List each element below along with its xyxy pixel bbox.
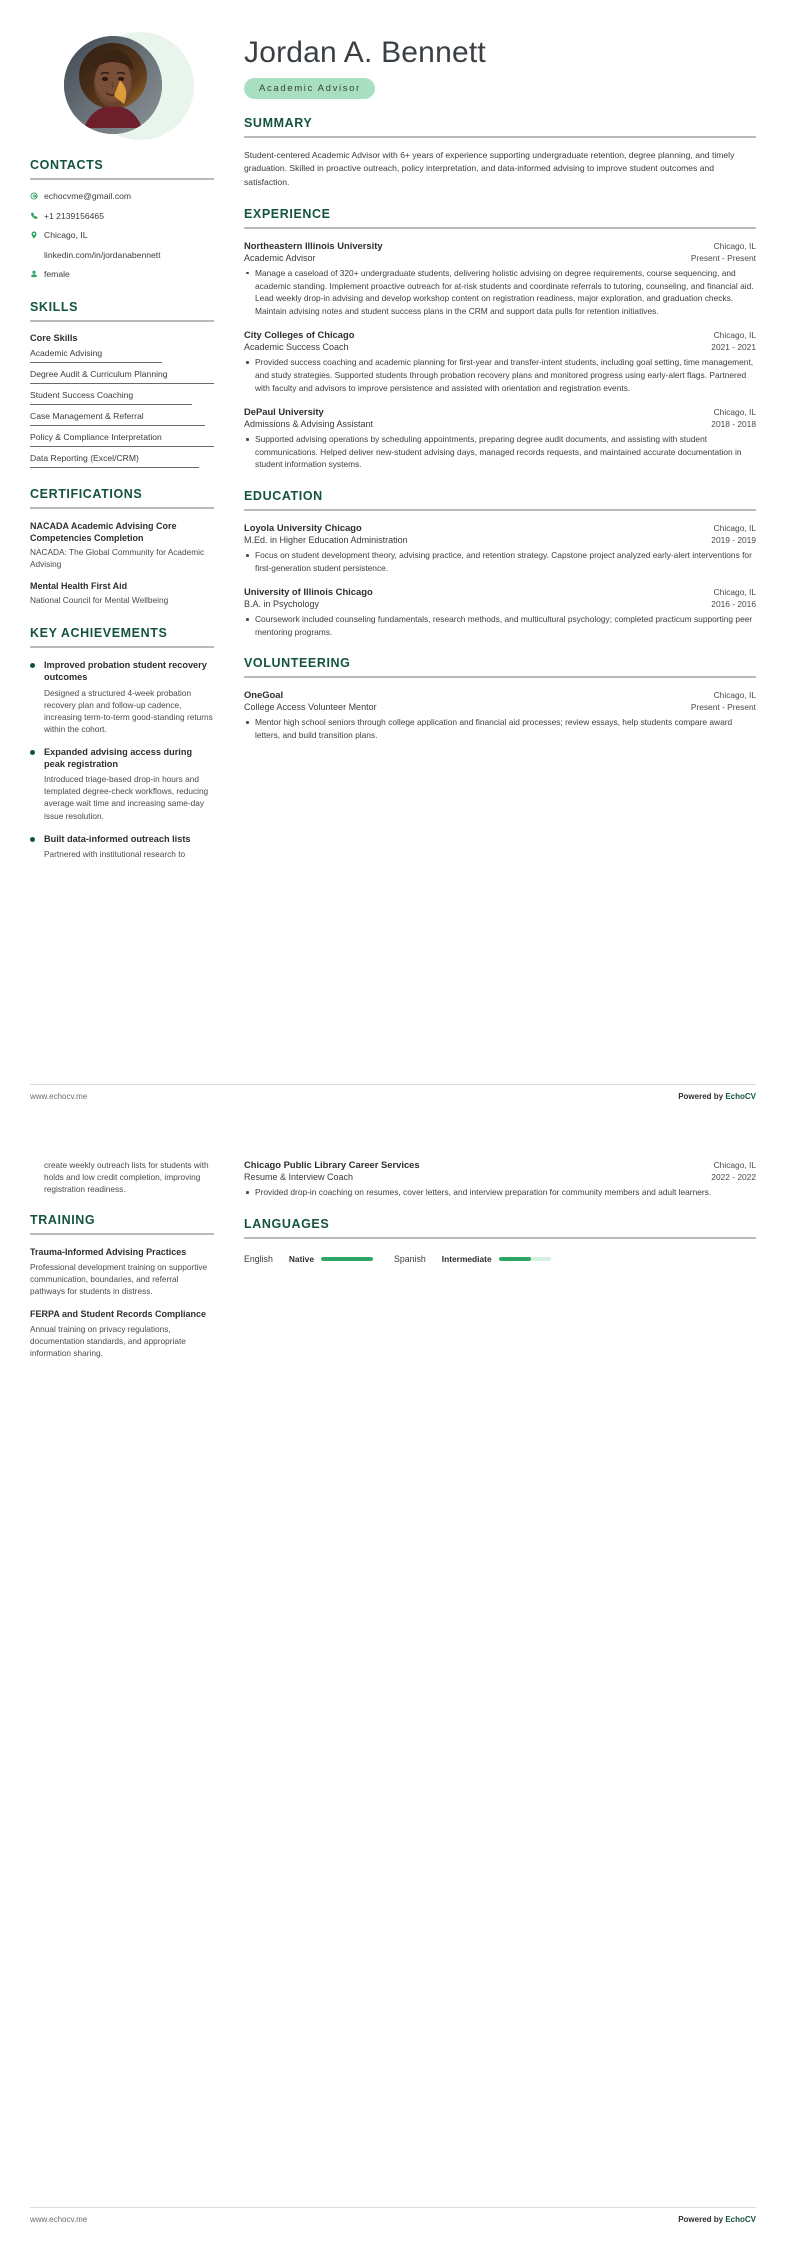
volunteering-section — [244, 656, 756, 741]
experience-role: Academic Success Coach — [244, 342, 349, 353]
sidebar-continued — [30, 1157, 228, 2246]
avatar — [30, 26, 214, 144]
footer-powered-by — [678, 2215, 756, 2224]
summary-section — [244, 116, 756, 189]
page-title: Jordan A. Bennett — [244, 36, 486, 69]
key-achievements-section — [30, 626, 214, 860]
education-entry — [244, 586, 756, 638]
job-title-badge: Academic Advisor — [244, 78, 375, 99]
skill-name: Data Reporting (Excel/CRM) — [30, 452, 139, 463]
experience-organization: Northeastern Illinois University — [244, 239, 383, 251]
page-footer — [30, 2207, 756, 2224]
training-description: Annual training on privacy regulations, documentation standards, and appropriate information sharing. — [30, 1324, 186, 1359]
certification-item — [30, 580, 214, 607]
volunteering-entry — [244, 689, 756, 741]
volunteering-rule — [244, 676, 756, 678]
skill-bar — [30, 404, 192, 405]
skill-item — [30, 390, 214, 405]
experience-role: Academic Advisor — [244, 252, 316, 263]
training-item — [30, 1308, 214, 1359]
skill-item — [30, 369, 214, 384]
volunteering-bullets — [244, 1186, 756, 1199]
experience-role: Admissions & Advising Assistant — [244, 419, 374, 430]
contact-phone-value: +1 2139156465 — [44, 210, 104, 221]
education-section — [244, 489, 756, 638]
languages-heading: LANGUAGES — [244, 1216, 330, 1231]
education-bullets — [244, 549, 756, 574]
experience-dates: 2021 - 2021 — [711, 342, 756, 353]
experience-heading: EXPERIENCE — [244, 206, 331, 221]
skill-name: Policy & Compliance Interpretation — [30, 431, 162, 442]
experience-organization: DePaul University — [244, 406, 324, 418]
phone-icon — [30, 211, 44, 220]
achievement-continued — [30, 1159, 214, 1195]
sidebar — [30, 26, 228, 1123]
achievement-title: Expanded advising access during peak registration — [44, 746, 193, 770]
experience-dates: 2018 - 2018 — [711, 419, 756, 430]
education-entry — [244, 522, 756, 574]
volunteering-role: Resume & Interview Coach — [244, 1172, 354, 1182]
achievement-description: Introduced triage-based drop-in hours and templated degree-check workflows, reducing average wait time and increasing same-day issue resolution. — [44, 774, 209, 821]
contacts-section — [30, 158, 214, 281]
volunteering-bullet: Provided drop-in coaching on resumes, cover letters, and interview preparation for community members and adult learners. — [244, 1186, 756, 1199]
resume-page-2 — [0, 1123, 794, 2246]
contact-location — [30, 230, 214, 242]
language-proficiency-meter — [321, 1257, 373, 1261]
education-degree: M.Ed. in Higher Education Administration — [244, 535, 408, 546]
education-rule — [244, 509, 756, 511]
languages-list — [244, 1250, 756, 1264]
bullet-dot-icon — [30, 833, 44, 860]
skill-bar — [30, 446, 214, 447]
volunteering-dates: 2022 - 2022 — [711, 1172, 756, 1182]
skill-item — [30, 348, 214, 363]
training-rule — [30, 1233, 214, 1235]
volunteering-bullets — [244, 716, 756, 741]
experience-entry — [244, 240, 756, 317]
footer-powered-by — [678, 1092, 756, 1101]
skill-bar — [30, 425, 205, 426]
experience-rule — [244, 227, 756, 229]
experience-entry — [244, 406, 756, 471]
skill-item — [30, 453, 214, 468]
experience-dates: Present - Present — [690, 252, 756, 263]
bullet-dot-icon — [30, 659, 44, 735]
bullet-dot-icon — [30, 746, 44, 822]
contact-location-value: Chicago, IL — [44, 230, 88, 241]
education-dates: 2016 - 2016 — [711, 599, 756, 610]
main-content — [228, 26, 756, 1123]
language-level: Intermediate — [441, 1253, 492, 1264]
education-heading: EDUCATION — [244, 489, 323, 504]
experience-location: Chicago, IL — [713, 330, 756, 341]
experience-section — [244, 207, 756, 471]
experience-location: Chicago, IL — [713, 407, 756, 418]
footer-brand: EchoCV — [725, 1092, 756, 1101]
experience-entry — [244, 329, 756, 394]
languages-rule — [244, 1237, 756, 1239]
certifications-rule — [30, 507, 214, 509]
volunteering-entry — [244, 1159, 756, 1199]
volunteering-organization: Chicago Public Library Career Services — [244, 1159, 420, 1170]
person-icon — [30, 269, 44, 278]
training-description: Professional development training on supportive communication, boundaries, and referral pathways for students in distress. — [30, 1262, 208, 1297]
skill-bar — [30, 383, 214, 384]
skills-rule — [30, 320, 214, 322]
bullet-spacer — [30, 1159, 44, 1195]
skill-item — [30, 432, 214, 447]
language-proficiency-meter — [499, 1257, 551, 1261]
certification-name: NACADA Academic Advising Core Competencies Completion — [30, 520, 177, 544]
footer-powered-prefix: Powered by — [678, 2215, 726, 2224]
volunteering-location: Chicago, IL — [713, 1160, 756, 1170]
contact-linkedin[interactable] — [30, 250, 214, 262]
certification-issuer: National Council for Mental Wellbeing — [30, 595, 169, 606]
location-pin-icon — [30, 230, 44, 239]
language-name: English — [244, 1253, 273, 1264]
main-content-continued — [228, 1157, 756, 2246]
contact-linkedin-value: linkedin.com/in/jordanabennett — [44, 249, 161, 260]
training-name: FERPA and Student Records Compliance — [30, 1309, 207, 1320]
skill-name: Academic Advising — [30, 347, 103, 358]
footer-website[interactable]: www.echocv.me — [30, 1092, 88, 1101]
skill-bar — [30, 362, 162, 363]
footer-powered-prefix: Powered by — [678, 1092, 726, 1101]
achievement-description: Designed a structured 4-week probation recovery plan and follow-up cadence, increasing term-to-term good-standing returns within the cohort. — [44, 687, 213, 734]
language-level: Native — [288, 1253, 314, 1264]
achievement-title: Built data-informed outreach lists — [44, 833, 191, 844]
experience-location: Chicago, IL — [713, 240, 756, 251]
certifications-heading: CERTIFICATIONS — [30, 486, 143, 501]
footer-brand: EchoCV — [725, 2215, 756, 2224]
contact-gender-value: female — [44, 269, 70, 280]
achievement-title: Improved probation student recovery outcomes — [44, 659, 207, 683]
contact-phone[interactable] — [30, 211, 214, 223]
experience-bullet: Manage a caseload of 320+ undergraduate students, delivering holistic advising on degree requirements, course sequencing, and academic standing. Implement proactive outreach for at-risk students and coordinate referrals to tutoring, counseling, and financial aid. Lead weekly drop-in advising and develop workshop content on registration readiness, major exploration, and graduation checks. Maintain advising notes and student success plans in the CRM and support data pulls for retention initiatives. — [244, 267, 756, 317]
contacts-heading: CONTACTS — [30, 158, 104, 172]
skill-name: Case Management & Referral — [30, 410, 144, 421]
skill-name: Degree Audit & Curriculum Planning — [30, 368, 168, 379]
certifications-section — [30, 487, 214, 607]
education-bullets — [244, 613, 756, 638]
certification-item — [30, 520, 214, 570]
volunteering-bullet: Mentor high school seniors through college application and financial aid processes; review essays, help students compare award letters, and build transition plans. — [244, 716, 756, 741]
profile-photo — [64, 36, 162, 134]
contact-gender — [30, 269, 214, 281]
training-section — [30, 1213, 214, 1359]
languages-section — [244, 1217, 756, 1264]
training-heading: TRAINING — [30, 1213, 96, 1228]
education-location: Chicago, IL — [713, 587, 756, 598]
skill-bar — [30, 467, 199, 468]
volunteering-role: College Access Volunteer Mentor — [244, 702, 377, 713]
education-dates: 2019 - 2019 — [711, 535, 756, 546]
training-name: Trauma-Informed Advising Practices — [30, 1247, 187, 1258]
certification-name: Mental Health First Aid — [30, 581, 128, 592]
education-degree: B.A. in Psychology — [244, 599, 320, 610]
experience-bullets — [244, 433, 756, 471]
contacts-rule — [30, 178, 214, 180]
education-location: Chicago, IL — [713, 523, 756, 534]
certification-issuer: NACADA: The Global Community for Academic Advising — [30, 547, 205, 569]
email-icon — [30, 191, 44, 200]
education-bullet: Focus on student development theory, advising practice, and retention strategy. Capstone project analyzed early-alert interventions for first-generation student persistence. — [244, 549, 756, 574]
achievement-item — [30, 833, 214, 860]
experience-bullets — [244, 356, 756, 394]
education-bullet: Coursework included counseling fundamentals, research methods, and multicultural psychology; completed practicum supporting peer mentoring programs. — [244, 613, 756, 638]
volunteering-organization: OneGoal — [244, 689, 284, 701]
page-footer — [30, 1084, 756, 1101]
skills-group-title: Core Skills — [30, 332, 78, 343]
volunteering-location: Chicago, IL — [713, 690, 756, 701]
summary-heading: SUMMARY — [244, 116, 313, 130]
achievement-item — [30, 746, 214, 822]
experience-bullets — [244, 267, 756, 317]
contact-email-value: echocvme@gmail.com — [44, 191, 132, 201]
summary-rule — [244, 136, 756, 138]
skills-section — [30, 300, 214, 468]
experience-bullet: Supported advising operations by scheduling appointments, preparing degree audit documents, and assisting with student communications. Helped deliver new-student advising days, managed records requests, and maintained accurate documentation in student information systems. — [244, 433, 756, 471]
education-institution: University of Illinois Chicago — [244, 586, 373, 598]
volunteering-heading: VOLUNTEERING — [244, 656, 351, 671]
achievement-description-continued: create weekly outreach lists for students with holds and low credit completion, improving registration readiness. — [44, 1160, 209, 1195]
education-institution: Loyola University Chicago — [244, 522, 362, 534]
contact-email[interactable] — [30, 191, 214, 203]
skills-heading: SKILLS — [30, 299, 79, 314]
key-achievements-rule — [30, 646, 214, 648]
skill-item — [30, 411, 214, 426]
achievement-description: Partnered with institutional research to — [44, 848, 186, 859]
achievement-item — [30, 659, 214, 735]
experience-bullet: Provided success coaching and academic planning for first-year and transfer-intent students, including goal setting, time management, and study strategies. Supported students through probation recovery plans and monitored progress using early-alert flags. Partnered with faculty and advisors to improve persistence and assisted with orientation and registration events. — [244, 356, 756, 394]
footer-website[interactable]: www.echocv.me — [30, 2215, 88, 2224]
linkedin-spacer-icon — [30, 250, 44, 251]
experience-organization: City Colleges of Chicago — [244, 329, 355, 341]
summary-text: Student-centered Academic Advisor with 6+ years of experience supporting undergraduate retention, degree planning, and timely graduation. Skilled in proactive outreach, policy interpretation, and data-informed advising to improve student outcomes and satisfaction. — [244, 150, 735, 187]
volunteering-dates: Present - Present — [690, 702, 756, 713]
skill-name: Student Success Coaching — [30, 389, 134, 400]
key-achievements-heading: KEY ACHIEVEMENTS — [30, 625, 168, 640]
training-item — [30, 1246, 214, 1297]
language-name: Spanish — [394, 1253, 426, 1264]
